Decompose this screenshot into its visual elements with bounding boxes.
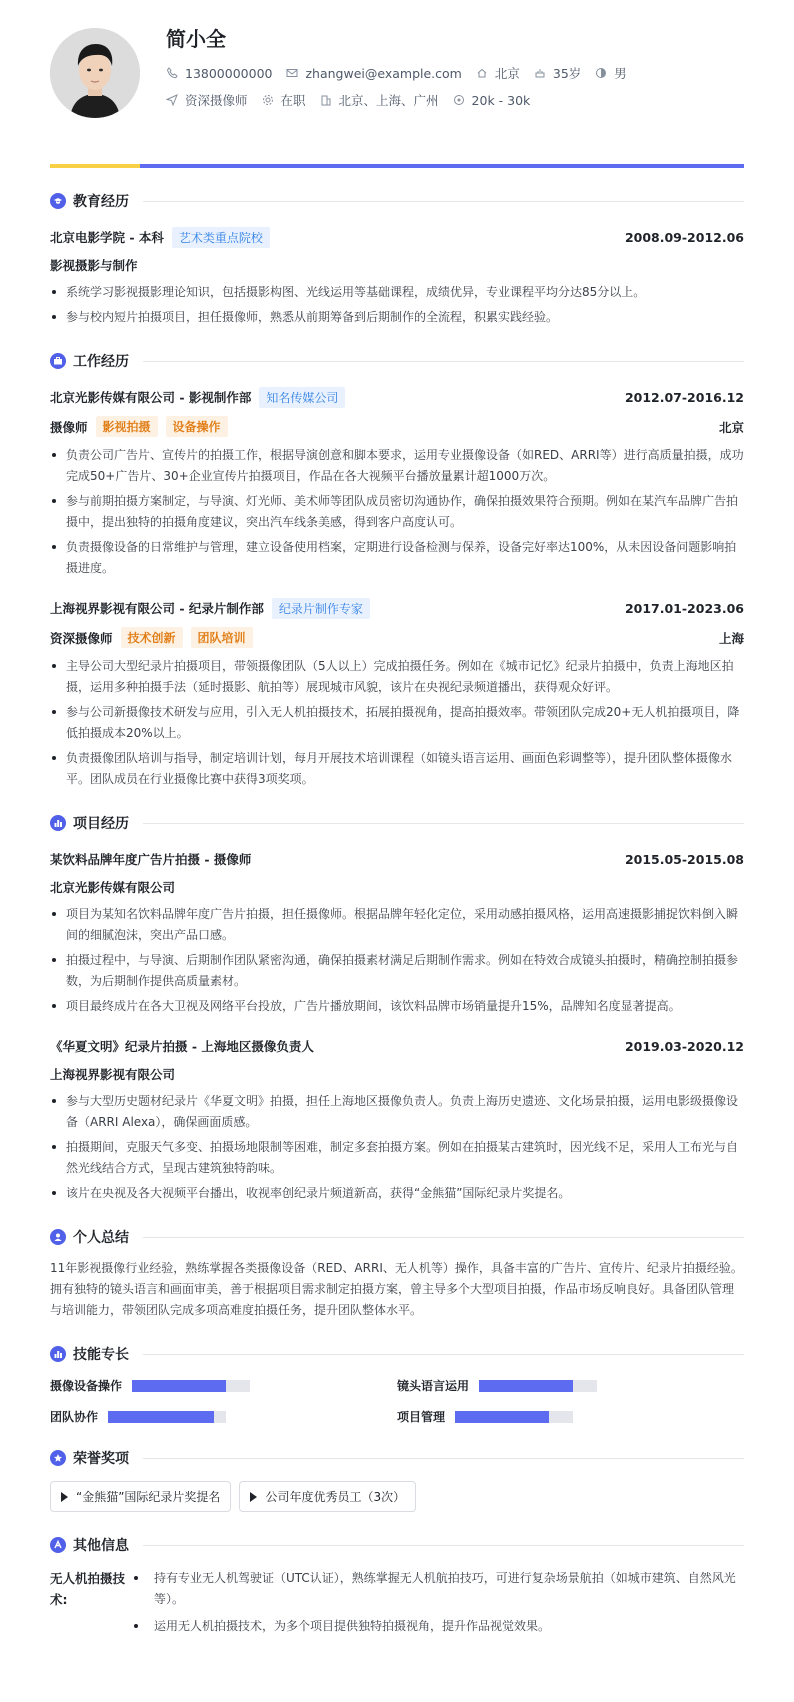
skill-tag: 影视拍摄 [96, 416, 158, 437]
email-text: zhangwei@example.com [305, 65, 462, 81]
job-date: 2017.01-2023.06 [624, 600, 744, 616]
info-icon [50, 1537, 66, 1553]
section-title: 教育经历 [73, 194, 129, 210]
project-org: 北京光影传媒有限公司 [50, 880, 176, 895]
cake-icon [534, 67, 546, 79]
skill-bar-fill [108, 1411, 214, 1423]
list-item: 项目最终成片在各大卫视及网络平台投放，广告片播放期间，该饮料品牌市场销量提升15%，品牌知名度显著提高。 [50, 996, 744, 1017]
section-title: 项目经历 [73, 816, 129, 832]
skills-section [50, 1343, 744, 1425]
project-name: 某饮料品牌年度广告片拍摄 - 摄像师 [50, 852, 252, 867]
list-item: 负责摄像团队培训与指导，制定培训计划，每月开展技术培训课程（如镜头语言运用、画面色彩调整等），提升团队整体摄像水平。团队成员在行业摄像比赛中获得3项奖项。 [50, 748, 744, 790]
skill-bar [108, 1411, 226, 1423]
list-item: 拍摄期间，克服天气多变、拍摄场地限制等困难，制定多套拍摄方案。例如在拍摄某古建筑时，因光线不足，采用人工布光与自然光线结合方式，呈现古建筑独特韵味。 [50, 1137, 744, 1179]
honor-item [239, 1481, 416, 1512]
email-item [286, 66, 461, 81]
company-name: 北京光影传媒有限公司 - 影视制作部 [50, 390, 252, 405]
job-date: 2012.07-2016.12 [624, 389, 744, 405]
bar-chart-icon [50, 815, 66, 831]
salary-item [453, 93, 531, 108]
phone-text: 13800000000 [185, 65, 273, 81]
other-section [50, 1534, 744, 1643]
settings-icon [262, 94, 274, 106]
skill-bar-fill [132, 1380, 226, 1392]
salary-icon [453, 94, 465, 106]
location-text: 北京 [494, 66, 520, 81]
list-item: 负责公司广告片、宣传片的拍摄工作，根据导演创意和脚本要求，运用专业摄像设备（如RED、ARRI等）进行高质量拍摄，成功完成50+广告片、30+企业宣传片拍摄项目，作品在各大视频平台播放量累计超1000万次。 [50, 445, 744, 487]
salary-text: 20k - 30k [471, 92, 531, 108]
skill-name: 摄像设备操作 [50, 1379, 123, 1393]
gender-icon [595, 67, 607, 79]
skill-bar-fill [455, 1411, 549, 1423]
projects-section [50, 812, 744, 1204]
list-item: 项目为某知名饮料品牌年度广告片拍摄，担任摄像师。根据品牌年轻化定位，采用动感拍摄风格，运用高速摄影捕捉饮料倒入瞬间的细腻泡沫，突出产品口感。 [50, 904, 744, 946]
company-tag: 知名传媒公司 [259, 387, 345, 408]
section-title: 其他信息 [73, 1538, 129, 1554]
honor-text: 公司年度优秀员工（3次） [265, 1490, 406, 1504]
section-title: 工作经历 [73, 354, 129, 370]
gender-text: 男 [614, 66, 627, 81]
skill-bar [479, 1380, 597, 1392]
school-name: 北京电影学院 - 本科 [50, 230, 164, 245]
avatar [50, 28, 140, 118]
section-title: 技能专长 [73, 1347, 129, 1363]
list-item: 持有专业无人机驾驶证（UTC认证），熟练掌握无人机航拍技巧，可进行复杂场景航拍（如城市建筑、自然风光等）。 [132, 1568, 744, 1610]
summary-section [50, 1226, 744, 1321]
mail-icon [286, 67, 298, 79]
section-title: 荣誉奖项 [73, 1451, 129, 1467]
honor-item [50, 1481, 231, 1512]
education-section [50, 190, 744, 328]
phone-item [166, 66, 272, 81]
skill-name: 团队协作 [50, 1410, 99, 1424]
position-text: 资深摄像师 [185, 93, 248, 108]
skill-item [50, 1408, 397, 1425]
list-item: 负责摄像设备的日常维护与管理，建立设备使用档案，定期进行设备检测与保养，设备完好率达100%，从未因设备问题影响拍摄进度。 [50, 537, 744, 579]
work-section [50, 350, 744, 790]
gender-item [595, 64, 627, 82]
location-item [476, 64, 520, 82]
list-item: 拍摄过程中，与导演、后期制作团队紧密沟通，确保拍摄素材满足后期制作需求。例如在特效合成镜头拍摄时，精确控制拍摄参数，为后期制作提供高质量素材。 [50, 950, 744, 992]
candidate-name: 简小全 [166, 27, 226, 51]
play-icon [250, 1492, 257, 1502]
cities-item [320, 91, 439, 109]
project-org: 上海视界影视有限公司 [50, 1067, 176, 1082]
skill-tag: 技术创新 [121, 627, 183, 648]
building-icon [320, 94, 332, 106]
education-date: 2008.09-2012.06 [624, 229, 744, 245]
list-item: 参与公司新摄像技术研发与应用，引入无人机拍摄技术，拓展拍摄视角，提高拍摄效率。带领团队完成20+无人机拍摄项目，降低拍摄成本20%以上。 [50, 702, 744, 744]
status-text: 在职 [280, 93, 306, 108]
company-tag: 纪录片制作专家 [272, 598, 370, 619]
skill-tag: 设备操作 [166, 416, 228, 437]
list-item: 运用无人机拍摄技术，为多个项目提供独特拍摄视角，提升作品视觉效果。 [132, 1616, 744, 1637]
project-entry [50, 848, 744, 1017]
project-date: 2019.03-2020.12 [624, 1038, 744, 1054]
honors-section [50, 1447, 744, 1512]
skill-bar-fill [479, 1380, 573, 1392]
skill-item [50, 1377, 397, 1394]
honor-text: “金熊猫”国际纪录片奖提名 [76, 1490, 221, 1504]
briefcase-icon [50, 353, 66, 369]
summary-text: 11年影视摄像行业经验，熟练掌握各类摄像设备（RED、ARRI、无人机等）操作，具备丰富的广告片、宣传片、纪录片拍摄经验。拥有独特的镜头语言和画面审美，善于根据项目需求制定拍摄方案，曾主导多个大型项目拍摄，作品市场反响良好。具备团队管理与培训能力，带领团队完成多项高难度拍摄任务，提升团队整体水平。 [50, 1261, 743, 1317]
skill-name: 项目管理 [397, 1410, 446, 1424]
phone-icon [166, 67, 178, 79]
list-item: 该片在央视及各大视频平台播出，收视率创纪录片频道新高，获得“金熊猫”国际纪录片奖提名。 [50, 1183, 744, 1204]
job-role: 资深摄像师 [50, 630, 113, 646]
project-entry [50, 1035, 744, 1204]
other-label: 无人机拍摄技术: [50, 1571, 126, 1607]
major: 影视摄影与制作 [50, 258, 138, 273]
job-entry [50, 597, 744, 790]
list-item: 系统学习影视摄影理论知识，包括摄影构图、光线运用等基础课程，成绩优异，专业课程平均分达85分以上。 [50, 282, 744, 303]
home-icon [476, 67, 488, 79]
skill-bar [455, 1411, 573, 1423]
skill-item [397, 1377, 744, 1394]
resume-header [50, 28, 744, 140]
send-icon [166, 94, 178, 106]
job-city: 上海 [718, 630, 744, 646]
age-text: 35岁 [552, 66, 582, 81]
user-icon [50, 1229, 66, 1245]
play-icon [61, 1492, 68, 1502]
list-item: 参与前期拍摄方案制定，与导演、灯光师、美术师等团队成员密切沟通协作，确保拍摄效果符合预期。例如在某汽车品牌广告拍摄中，提出独特的拍摄角度建议，突出汽车线条美感，得到客户高度认可。 [50, 491, 744, 533]
age-item [534, 64, 581, 82]
graduation-cap-icon [50, 193, 66, 209]
school-tag: 艺术类重点院校 [172, 227, 270, 248]
list-item: 参与大型历史题材纪录片《华夏文明》拍摄，担任上海地区摄像负责人。负责上海历史遗迹、文化场景拍摄，运用电影级摄像设备（ARRI Alexa），确保画面质感。 [50, 1091, 744, 1133]
chart-icon [50, 1346, 66, 1362]
company-name: 上海视界影视有限公司 - 纪录片制作部 [50, 601, 264, 616]
position-item [166, 91, 248, 109]
project-name: 《华夏文明》纪录片拍摄 - 上海地区摄像负责人 [50, 1039, 314, 1054]
list-item: 主导公司大型纪录片拍摄项目，带领摄像团队（5人以上）完成拍摄任务。例如在《城市记忆》纪录片拍摄中，负责上海地区拍摄，运用多种拍摄手法（延时摄影、航拍等）展现城市风貌，该片在央视纪录频道播出，获得观众好评。 [50, 656, 744, 698]
job-role: 摄像师 [50, 419, 88, 435]
project-date: 2015.05-2015.08 [624, 851, 744, 867]
skill-bar [132, 1380, 250, 1392]
skill-name: 镜头语言运用 [397, 1379, 470, 1393]
skill-tag: 团队培训 [191, 627, 253, 648]
status-item [262, 91, 306, 109]
job-entry [50, 386, 744, 579]
cities-text: 北京、上海、广州 [338, 93, 439, 108]
section-title: 个人总结 [73, 1230, 129, 1246]
header-divider [50, 164, 744, 168]
job-city: 北京 [718, 419, 744, 435]
skill-item [397, 1408, 744, 1425]
list-item: 参与校内短片拍摄项目，担任摄像师，熟悉从前期筹备到后期制作的全流程，积累实践经验。 [50, 307, 744, 328]
award-icon [50, 1450, 66, 1466]
